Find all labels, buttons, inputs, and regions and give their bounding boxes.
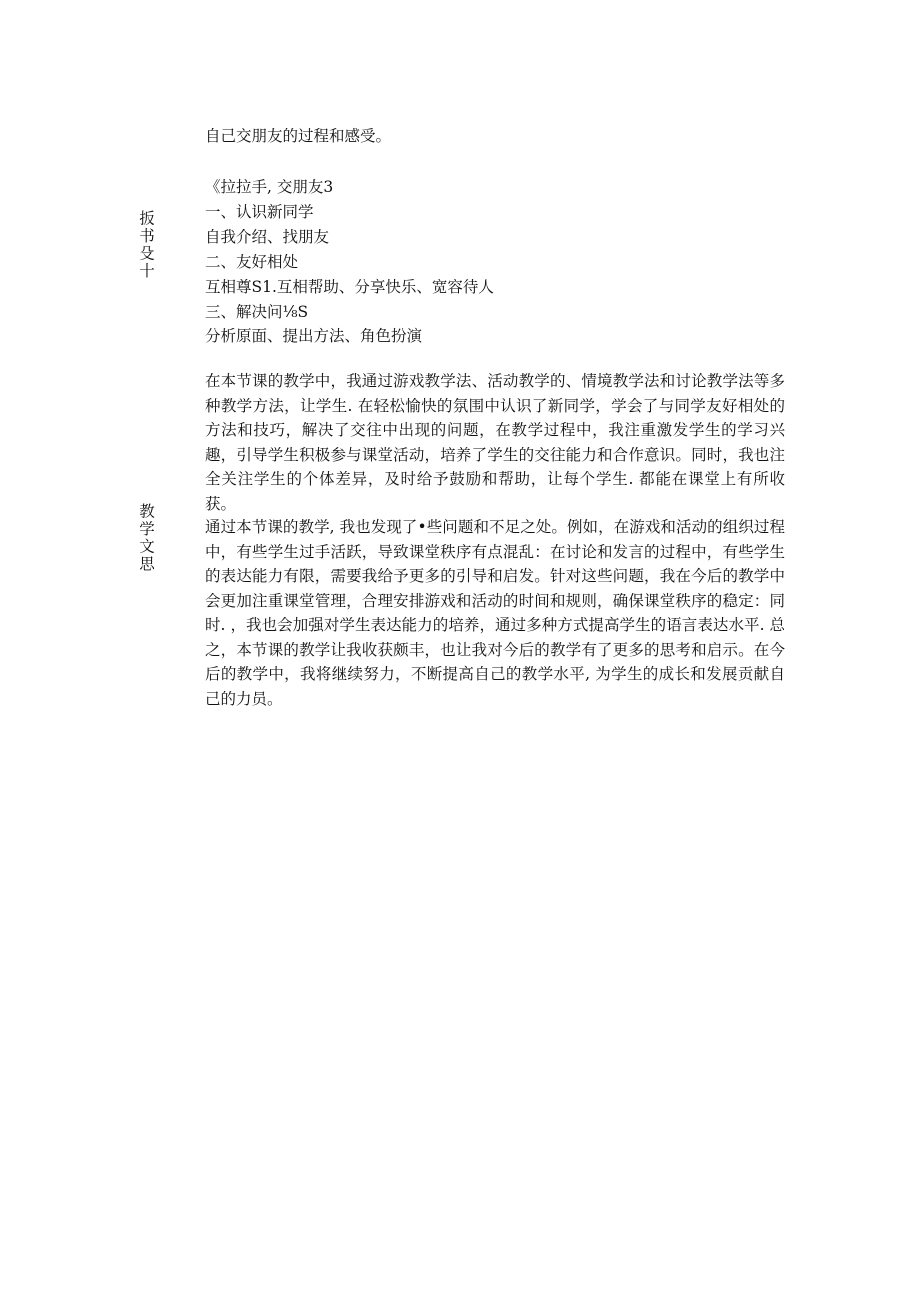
intro-line: 自己交朋友的过程和感受。 (205, 127, 392, 145)
board-line-section-2: 二、友好相处 (205, 253, 299, 271)
board-line-title: 《拉拉手, 交朋友3 (205, 178, 334, 196)
board-line-section-1-detail: 自我介绍、找朋友 (205, 228, 330, 246)
reflection-paragraph-2: 通过本节课的教学, 我也发现了•些问题和不足之处。例如，在游戏和活动的组织过程中，有些学生过手活跃，导致课堂秩序有点混乱：在讨论和发言的过程中，有些学生的表达能力有限，需要我给予更多的引导和启发。针对这些问题，我在今后的教学中会更加注重课堂管理，合理安排游戏和活动的时间和规则，确保课堂秩序的稳定：同时. ，我也会加强对学生表达能力的培养，通过多种方式提高学生的语言表达水平. 总之，本节课的教学让我收获颇丰，也让我对今后的教学有了更多的思考和启示。在今后的教学中，我将继续努力，不断提高自己的教学水平, 为学生的成长和发展贡献自己的力员。 (205, 518, 785, 708)
board-line-section-1: 一、认识新同学 (205, 203, 314, 221)
board-line-section-3-detail: 分析原面、提出方法、角色扮演 (205, 327, 423, 345)
board-line-section-2-detail: 互相尊S1.互相帮助、分享快乐、宽容待人 (205, 278, 494, 296)
reflection-paragraph-1: 在本节课的教学中，我通过游戏教学法、活动教学的、情境教学法和讨论教学法等多种教学方法，让学生. 在轻松愉快的氛围中认识了新同学，学会了与同学友好相处的方法和技巧，解决了交往中出现的问题，在教学过程中，我注重激发学生的学习兴趣，引导学生积极参与课堂活动，培养了学生的交往能力和合作意识。同时，我也注全关注学生的个体差异，及时给予鼓励和帮助，让每个学生. 都能在课堂上有所收获。 (205, 372, 785, 513)
board-line-section-3: 三、解决问⅛S (205, 303, 309, 321)
board-design-label: 扳书殳十 (137, 210, 155, 280)
reflection-label: 教学文思 (137, 503, 155, 573)
